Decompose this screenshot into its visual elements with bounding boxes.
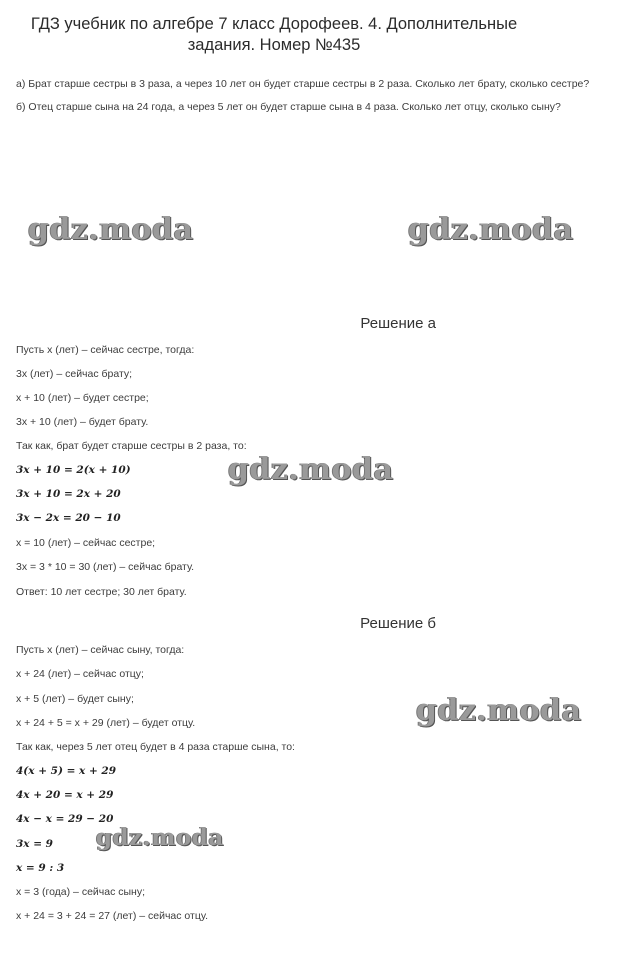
solution-b-heading: Решение б — [360, 615, 436, 632]
solution-a-line: 3x (лет) – сейчас брату; — [16, 368, 133, 380]
solution-a-equation: 3x + 10 = 2x + 20 — [16, 488, 121, 500]
solution-a-line: 3x = 3 * 10 = 30 (лет) – сейчас брату. — [16, 561, 195, 573]
solution-b-line: x + 24 (лет) – сейчас отцу; — [16, 668, 144, 680]
solution-b-equation: 4(x + 5) = x + 29 — [16, 765, 117, 777]
solution-b-line: Пусть x (лет) – сейчас сыну, тогда: — [16, 644, 185, 656]
solution-b-equation: x = 9 : 3 — [16, 862, 65, 874]
solution-a-equation: 3x − 2x = 20 − 10 — [16, 512, 121, 524]
solution-a-line: x + 10 (лет) – будет сестре; — [16, 392, 149, 404]
solution-b-line: x + 5 (лет) – будет сыну; — [16, 693, 134, 705]
watermark: gdz.moda — [416, 693, 582, 728]
solution-b-equation: 4x + 20 = x + 29 — [16, 789, 114, 801]
task-b: б) Отец старше сына на 24 года, а через 5 лет он будет старше сына в 4 раза. Сколько лет отцу, сколько сыну? — [16, 101, 561, 113]
solution-b-equation: 4x − x = 29 − 20 — [16, 813, 114, 825]
solution-a-answer: Ответ: 10 лет сестре; 30 лет брату. — [16, 586, 187, 598]
solution-a-line: 3x + 10 (лет) – будет брату. — [16, 416, 149, 428]
watermark: gdz.moda — [28, 212, 194, 247]
solution-b-equation: 3x = 9 — [16, 838, 53, 850]
solution-a-line: Пусть x (лет) – сейчас сестре, тогда: — [16, 344, 195, 356]
watermark: gdz.moda — [408, 212, 574, 247]
solution-a-line: x = 10 (лет) – сейчас сестре; — [16, 537, 156, 549]
watermark: gdz.moda — [96, 824, 224, 851]
watermark: gdz.moda — [228, 452, 394, 487]
solution-b-line: x = 3 (года) – сейчас сыну; — [16, 886, 146, 898]
solution-a-heading: Решение а — [360, 315, 436, 332]
page-title: ГДЗ учебник по алгебре 7 класс Дорофеев. 4. Дополнительные задания. Номер №435 — [30, 15, 518, 54]
solution-b-line: x + 24 = 3 + 24 = 27 (лет) – сейчас отцу. — [16, 910, 208, 922]
solution-b-line: Так как, через 5 лет отец будет в 4 раза старше сына, то: — [16, 741, 295, 753]
solution-b-line: x + 24 + 5 = x + 29 (лет) – будет отцу. — [16, 717, 196, 729]
solution-a-equation: 3x + 10 = 2(x + 10) — [16, 464, 131, 476]
solution-a-line: Так как, брат будет старше сестры в 2 раза, то: — [16, 440, 247, 452]
task-a: а) Брат старше сестры в 3 раза, а через 10 лет он будет старше сестры в 2 раза. Сколько лет брату, сколько сестре? — [16, 78, 590, 90]
